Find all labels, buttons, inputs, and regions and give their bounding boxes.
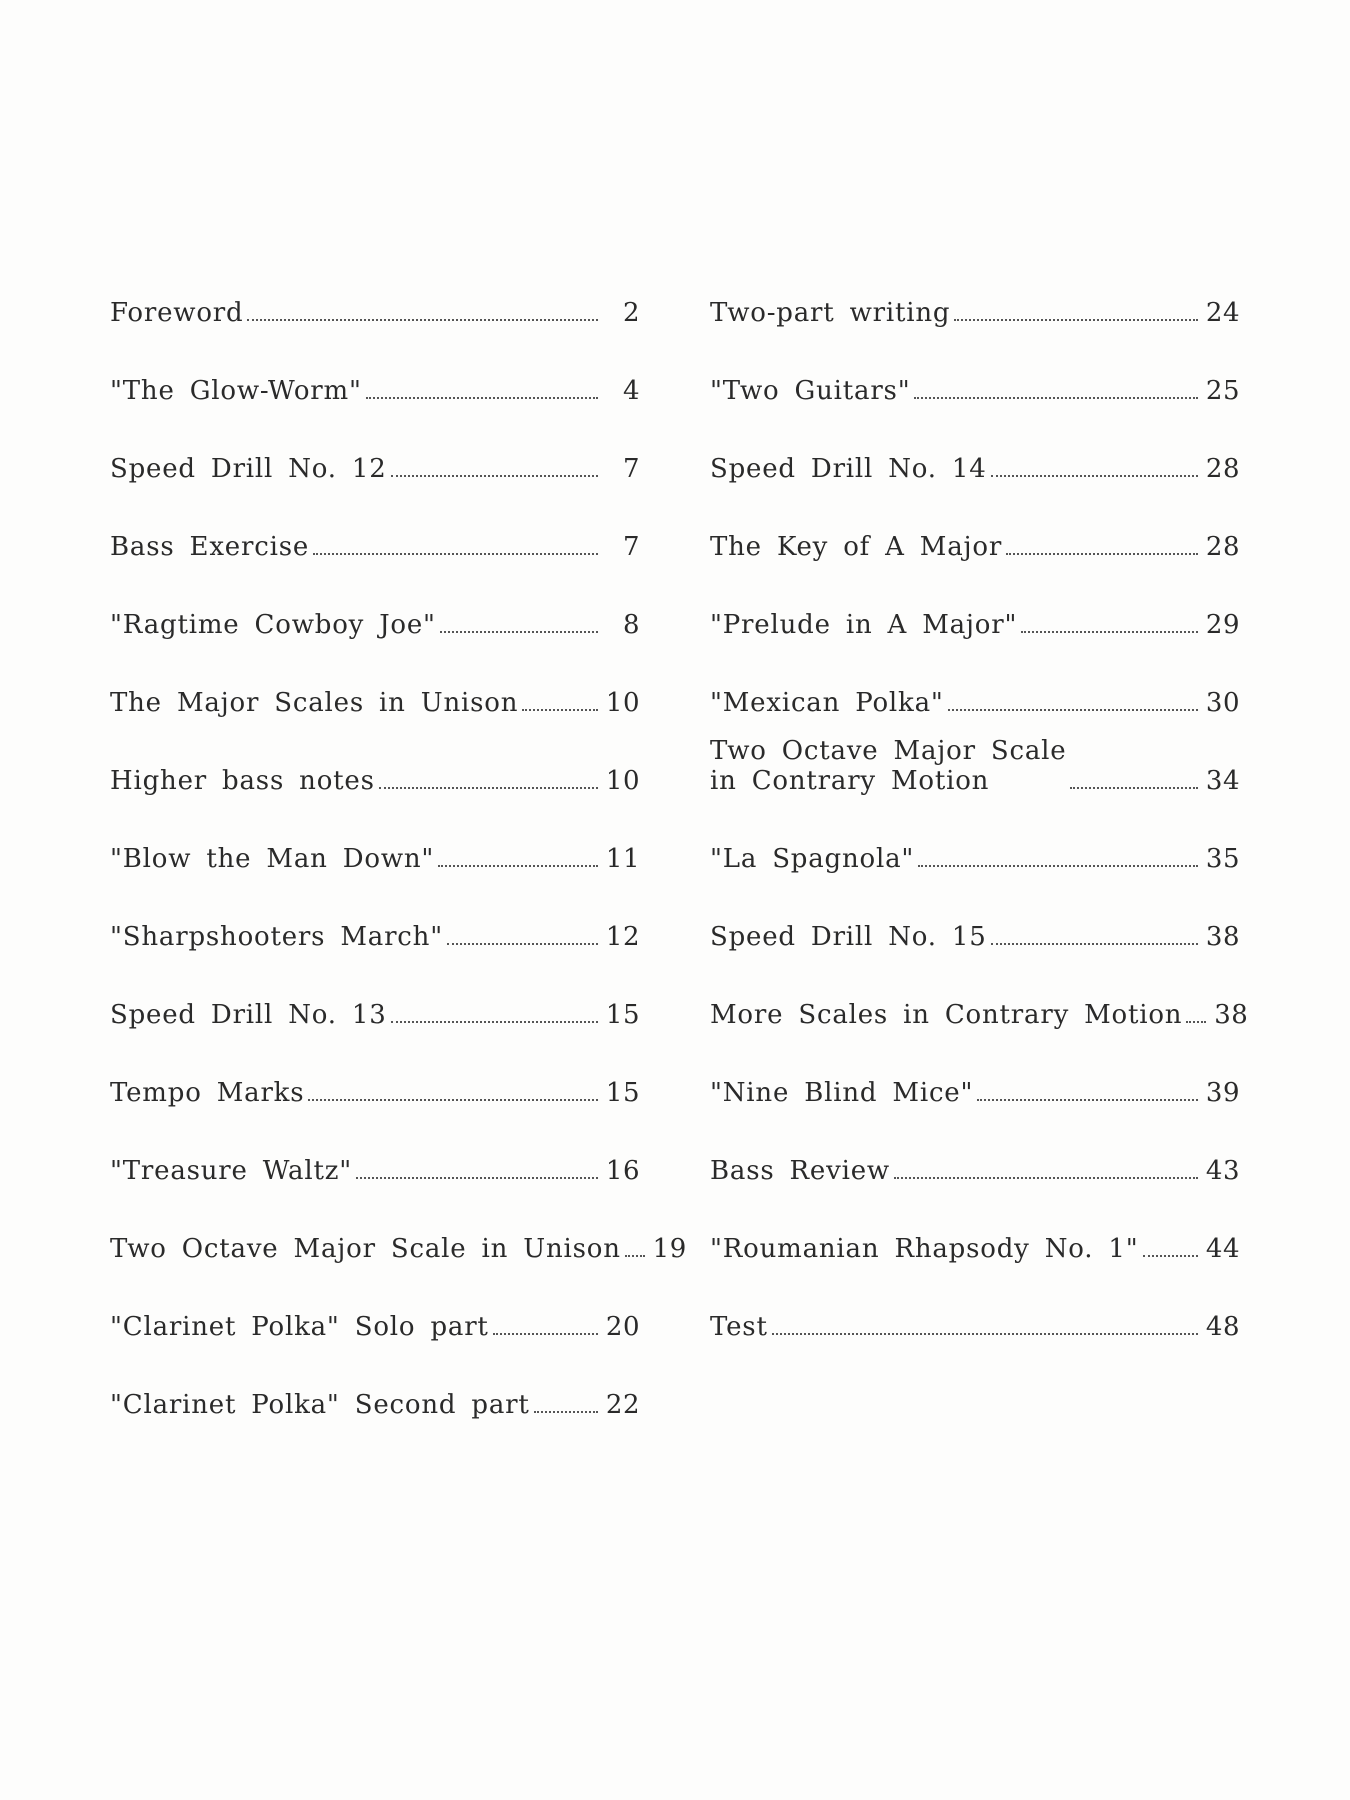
entry-title: "Nine Blind Mice" <box>710 1078 974 1108</box>
toc-entry <box>110 484 640 562</box>
page-number: 20 <box>605 1312 640 1342</box>
entry-title: The Key of A Major <box>710 532 1003 562</box>
page-number: 7 <box>622 532 640 562</box>
page-number: 8 <box>622 610 640 640</box>
dot-leader <box>438 865 598 867</box>
toc-entry <box>110 406 640 484</box>
dot-leader <box>308 1099 598 1101</box>
toc-column-left <box>110 250 687 1420</box>
dot-leader <box>948 709 1198 711</box>
entry-title: Speed Drill No. 13 <box>110 1000 387 1030</box>
page-number: 48 <box>1205 1312 1240 1342</box>
dot-leader <box>772 1333 1198 1335</box>
dot-leader <box>447 943 598 945</box>
toc-entry <box>710 1108 1240 1186</box>
toc-entry <box>110 562 640 640</box>
dot-leader <box>991 943 1198 945</box>
dot-leader <box>977 1099 1198 1101</box>
toc-entry <box>710 874 1240 952</box>
page-number: 19 <box>652 1234 687 1264</box>
dot-leader <box>313 553 598 555</box>
page-number: 28 <box>1205 532 1240 562</box>
dot-leader <box>918 865 1198 867</box>
toc-entry <box>710 1186 1240 1264</box>
entry-title: "Prelude in A Major" <box>710 610 1018 640</box>
page-number: 38 <box>1214 1000 1249 1030</box>
entry-title: "Two Guitars" <box>710 376 911 406</box>
entry-title: Speed Drill No. 14 <box>710 454 987 484</box>
page-number: 43 <box>1205 1156 1240 1186</box>
page-number: 28 <box>1205 454 1240 484</box>
toc-column-right <box>710 250 1249 1342</box>
page-number: 34 <box>1205 766 1240 796</box>
toc-entry <box>710 484 1240 562</box>
toc-entry <box>710 952 1249 1030</box>
page-number: 35 <box>1205 844 1240 874</box>
toc-entry <box>110 1030 640 1108</box>
page-number: 38 <box>1205 922 1240 952</box>
entry-title: Speed Drill No. 15 <box>710 922 987 952</box>
entry-title: Tempo Marks <box>110 1078 305 1108</box>
dot-leader <box>1143 1255 1199 1257</box>
entry-title: Two Octave Major Scale in Unison <box>110 1234 621 1264</box>
page-number: 12 <box>605 922 640 952</box>
dot-leader <box>625 1255 645 1257</box>
toc-entry <box>110 640 640 718</box>
entry-title: "Mexican Polka" <box>710 688 944 718</box>
entry-title: "Roumanian Rhapsody No. 1" <box>710 1234 1139 1264</box>
page-number: 44 <box>1205 1234 1240 1264</box>
dot-leader <box>379 787 598 789</box>
page-number: 30 <box>1205 688 1240 718</box>
toc-entry <box>110 952 640 1030</box>
entry-title <box>710 736 1066 796</box>
entry-title: Foreword <box>110 298 244 328</box>
dot-leader <box>522 709 598 711</box>
entry-title: "Blow the Man Down" <box>110 844 435 874</box>
toc-entry <box>710 796 1240 874</box>
entry-title: Speed Drill No. 12 <box>110 454 387 484</box>
dot-leader <box>1006 553 1198 555</box>
toc-entry <box>110 1264 640 1342</box>
page-number: 7 <box>622 454 640 484</box>
page-number: 15 <box>605 1078 640 1108</box>
page-number: 16 <box>605 1156 640 1186</box>
entry-title: "Treasure Waltz" <box>110 1156 352 1186</box>
page-number: 11 <box>605 844 640 874</box>
entry-title: Bass Exercise <box>110 532 310 562</box>
dot-leader <box>534 1411 598 1413</box>
dot-leader <box>440 631 598 633</box>
entry-title: "Sharpshooters March" <box>110 922 443 952</box>
page-number: 22 <box>605 1390 640 1420</box>
entry-title: The Major Scales in Unison <box>110 688 519 718</box>
entry-title: "The Glow-Worm" <box>110 376 362 406</box>
page-number: 29 <box>1205 610 1240 640</box>
entry-title: "Ragtime Cowboy Joe" <box>110 610 436 640</box>
toc-entry <box>110 328 640 406</box>
entry-title: "Clarinet Polka" Solo part <box>110 1312 489 1342</box>
page-number: 25 <box>1205 376 1240 406</box>
toc-entry <box>110 250 640 328</box>
entry-title: Higher bass notes <box>110 766 375 796</box>
entry-title-line: in Contrary Motion <box>710 766 990 796</box>
toc-entry <box>710 718 1240 796</box>
dot-leader <box>914 397 1198 399</box>
toc-entry <box>710 1264 1240 1342</box>
entry-title-line: Two Octave Major Scale <box>710 736 1067 766</box>
toc-entry <box>710 250 1240 328</box>
dot-leader <box>954 319 1198 321</box>
dot-leader <box>1021 631 1198 633</box>
page-number: 4 <box>622 376 640 406</box>
toc-entry <box>110 1342 640 1420</box>
toc-entry <box>710 328 1240 406</box>
toc-entry <box>110 1186 687 1264</box>
page-number: 10 <box>605 688 640 718</box>
page-number: 24 <box>1205 298 1240 328</box>
dot-leader <box>991 475 1198 477</box>
toc-entry <box>710 1030 1240 1108</box>
dot-leader <box>894 1177 1198 1179</box>
page-number: 15 <box>605 1000 640 1030</box>
toc-entry <box>110 1108 640 1186</box>
toc-entry <box>710 640 1240 718</box>
toc-entry <box>710 562 1240 640</box>
entry-title: Test <box>710 1312 768 1342</box>
entry-title: More Scales in Contrary Motion <box>710 1000 1183 1030</box>
entry-title: Two-part writing <box>710 298 951 328</box>
entry-title: "La Spagnola" <box>710 844 915 874</box>
dot-leader <box>366 397 598 399</box>
toc-entry <box>110 874 640 952</box>
dot-leader <box>356 1177 598 1179</box>
dot-leader <box>1070 787 1198 789</box>
page-number: 2 <box>622 298 640 328</box>
dot-leader <box>391 1021 598 1023</box>
dot-leader <box>493 1333 598 1335</box>
entry-title: Bass Review <box>710 1156 890 1186</box>
page-number: 10 <box>605 766 640 796</box>
dot-leader <box>391 475 598 477</box>
dot-leader <box>1186 1021 1206 1023</box>
toc-entry <box>110 718 640 796</box>
toc-entry <box>710 406 1240 484</box>
dot-leader <box>247 319 598 321</box>
page-number: 39 <box>1205 1078 1240 1108</box>
entry-title: "Clarinet Polka" Second part <box>110 1390 530 1420</box>
toc-entry <box>110 796 640 874</box>
